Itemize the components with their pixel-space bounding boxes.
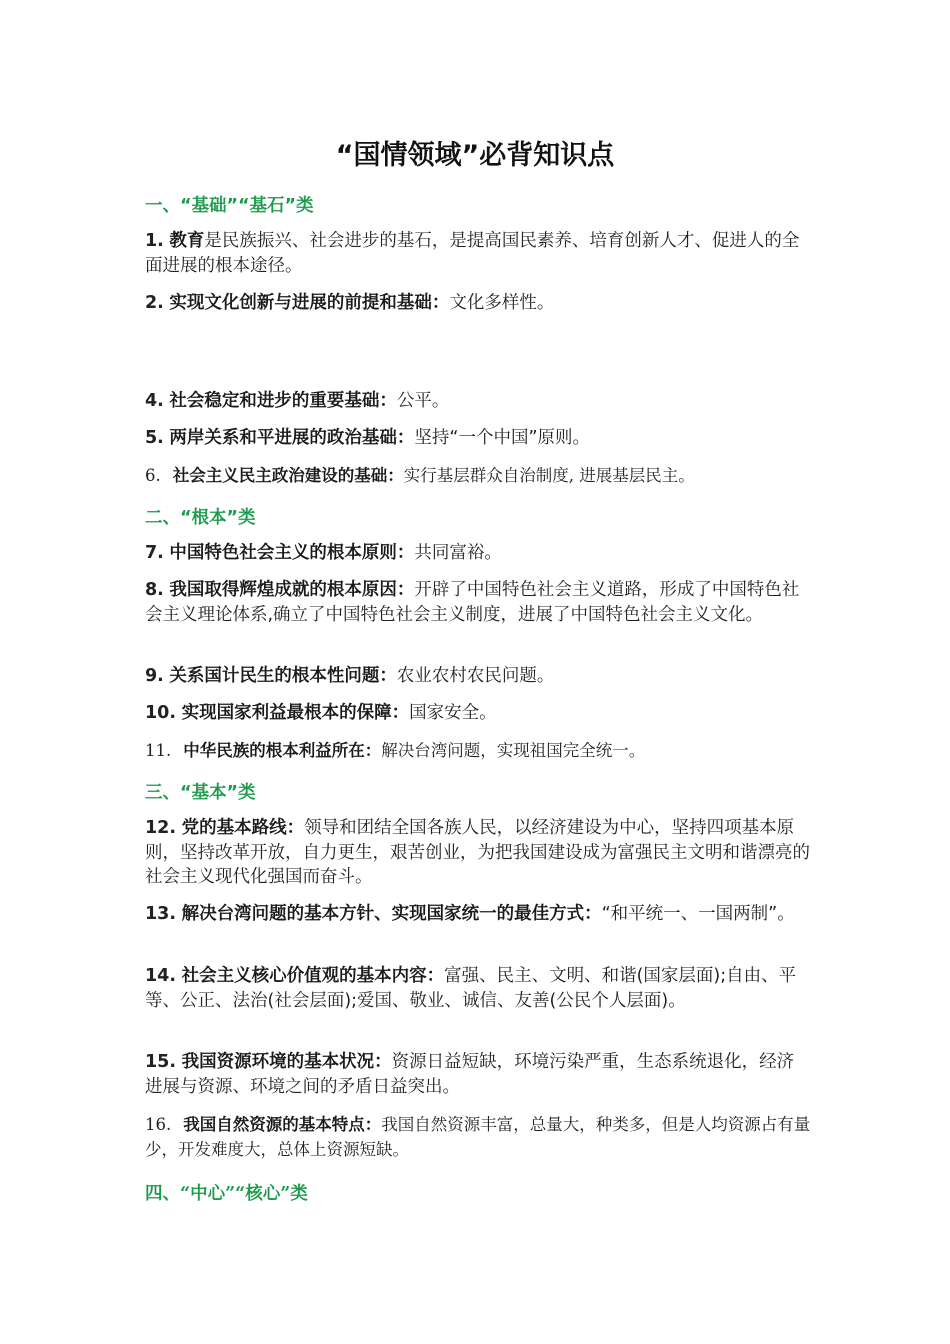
section-heading-basis: 一、“基础”“基石”类: [145, 196, 314, 216]
knowledge-item-14: 14. 社会主义核心价值观的基本内容：富强、民主、文明、和谐(国家层面);自由、平等、公正、法治(社会层面);爱国、敬业、诚信、友善(公民个人层面)。: [145, 966, 797, 1011]
knowledge-item-1: 1. 教育是民族振兴、社会进步的基石，是提高国民素养、培育创新人才、促进人的全面进展的根本途径。: [145, 231, 800, 276]
knowledge-item-12: 12. 党的基本路线：领导和团结全国各族人民，以经济建设为中心，坚持四项基本原则，坚持改革开放，自力更生，艰苦创业，为把我国建设成为富强民主文明和谐漂亮的社会主义现代化强国而奋斗。: [145, 818, 810, 887]
knowledge-item-11: 11. 中华民族的根本利益所在：解决台湾问题，实现祖国完全统一。: [145, 741, 646, 760]
section-heading-basic: 三、“基本”类: [145, 783, 256, 803]
section-heading-fundamental: 二、“根本”类: [145, 508, 256, 528]
knowledge-item-15: 15. 我国资源环境的基本状况：资源日益短缺，环境污染严重，生态系统退化，经济进展与资源、环境之间的矛盾日益突出。: [145, 1052, 795, 1097]
knowledge-item-7: 7. 中国特色社会主义的根本原则：共同富裕。: [145, 543, 502, 563]
knowledge-item-16: 16. 我国自然资源的基本特点：我国自然资源丰富，总量大，种类多，但是人均资源占有量少，开发难度大，总体上资源短缺。: [145, 1115, 811, 1159]
knowledge-item-5: 5. 两岸关系和平进展的政治基础：坚持“一个中国”原则。: [145, 428, 591, 448]
knowledge-item-10: 10. 实现国家利益最根本的保障：国家安全。: [145, 703, 497, 723]
document-title: “国情领域”必背知识点: [335, 140, 615, 171]
section-heading-center-core: 四、“中心”“核心”类: [145, 1184, 308, 1204]
knowledge-item-6: 6. 社会主义民主政治建设的基础：实行基层群众自治制度, 进展基层民主。: [145, 466, 695, 485]
knowledge-item-9: 9. 关系国计民生的根本性问题：农业农村农民问题。: [145, 666, 555, 686]
knowledge-item-8: 8. 我国取得辉煌成就的根本原因：开辟了中国特色社会主义道路，形成了中国特色社会主义理论体系,确立了中国特色社会主义制度，进展了中国特色社会主义文化。: [145, 580, 800, 625]
knowledge-item-4: 4. 社会稳定和进步的重要基础：公平。: [145, 391, 450, 411]
knowledge-item-2: 2. 实现文化创新与进展的前提和基础：文化多样性。: [145, 293, 555, 313]
knowledge-item-13: 13. 解决台湾问题的基本方针、实现国家统一的最佳方式：“和平统一、一国两制”。: [145, 904, 795, 924]
